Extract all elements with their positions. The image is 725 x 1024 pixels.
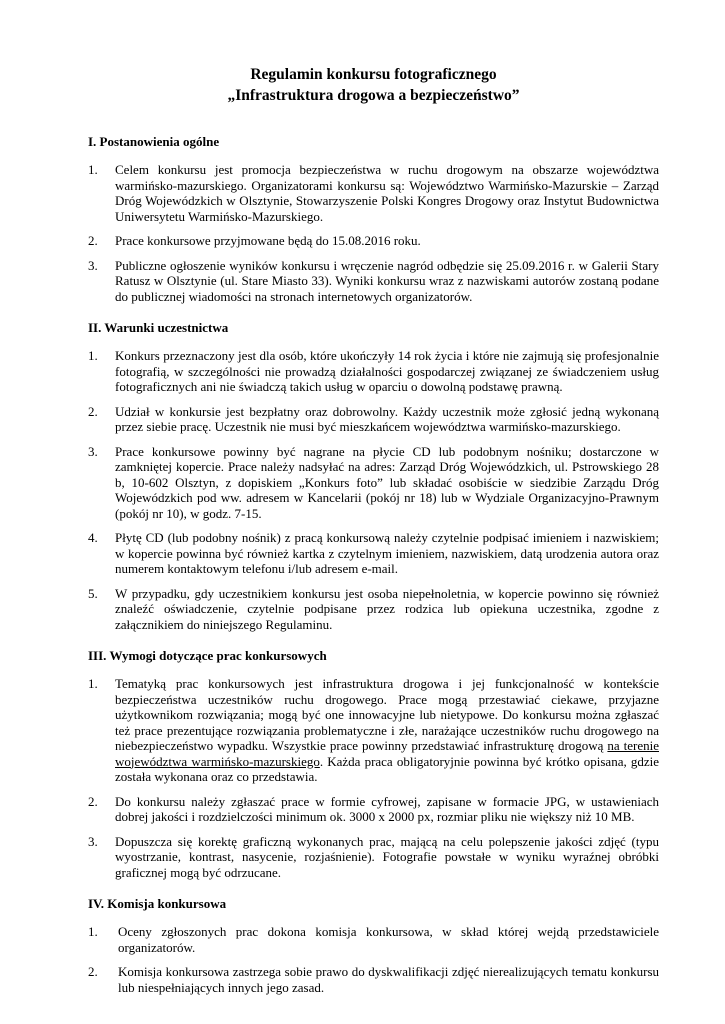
item-text: Tematyką prac konkursowych jest infrastruktura drogowa i jej funkcjonalność w kontekście bezpieczeństwa uczestników ruchu drogowego. Prace mogą przestawiać ciekawe, przyjazne użytkownikom rozwiązania; mogą być one innowacyjne lub nietypowe. Do konkursu można zgłaszać też prace prezentujące rozwiązania problematyczne i złe, narażające uczestników ruchu drogowego na niebezpieczeństwo wypadku. Wszystkie prace powinny przedstawiać infrastrukturę drogową [115,676,659,753]
section-heading: II. Warunki uczestnictwa [88,320,229,335]
list-item [88,348,659,395]
list-item [88,233,659,249]
item-number: 2. [88,403,98,419]
list-item [88,404,659,435]
item-number: 1. [88,162,98,177]
item-text: Konkurs przeznaczony jest dla osób, które ukończyły 14 rok życia i które nie zajmują się profesjonalnie fotografią, w szczególności nie prowadzą działalności gospodarczej związanej ze świadczeniem usług fotograficznych ani nie świadczą takich usług w oparciu o dowolną podstawę prawną. [115,348,659,394]
list-item [88,794,659,825]
title-line-1: Regulamin konkursu fotograficznego [250,66,497,83]
list-item [88,834,659,881]
title-line-2: „Infrastruktura drogowa a bezpieczeństwo” [227,87,520,104]
item-text: Dopuszcza się korektę graficzną wykonanych prac, mającą na celu polepszenie jakości zdjęć (typu wyostrzanie, kontrast, nasycenie, rozjaśnienie). Fotografie powstałe w wyniku wyraźnej obróbki graficznej mogą być odrzucane. [115,833,659,880]
item-text-continued: . Każda praca obligatoryjnie powinna być krótko opisana, gdzie została wykonana oraz co przedstawia. [115,753,659,784]
document-title [88,64,659,106]
section-list [88,162,659,304]
item-text: Płytę CD (lub podobny nośnik) z pracą konkursową należy czytelnie podpisać imieniem i nazwiskiem; w kopercie powinna być również kartka z czytelnym imieniem, nazwiskiem, datą urodzenia autora oraz numerem kontaktowym telefonu i/lub adresem e-mail. [115,530,659,576]
list-item [88,444,659,522]
list-item [88,258,659,305]
section-list [88,348,659,632]
item-number: 1. [88,924,98,939]
item-text: Prace konkursowe przyjmowane będą do 15.08.2016 roku. [115,233,421,248]
item-text: Do konkursu należy zgłaszać prace w formie cyfrowej, zapisane w formacie JPG, w ustawieniach dobrej jakości i rozdzielczości minimum ok. 3000 x 2000 px, rozmiar pliku nie większy niż 10 MB. [115,793,659,824]
item-number: 1. [88,348,98,363]
item-number: 2. [88,964,98,979]
item-number: 3. [88,443,98,459]
section-competition-committee [88,895,659,995]
item-number: 1. [88,676,98,691]
item-number: 3. [88,833,98,849]
item-text: Komisja konkursowa zastrzega sobie prawo do dyskwalifikacji zdjęć nierealizujących tematu konkursu lub niespełniających innych jego zasad. [118,964,659,995]
item-text: Oceny zgłoszonych prac dokona komisja konkursowa, w skład której wejdą przedstawiciele organizatorów. [118,924,659,955]
section-heading: I. Postanowienia ogólne [88,134,220,149]
section-participation-conditions [88,319,659,632]
item-text: Celem konkursu jest promocja bezpieczeństwa w ruchu drogowym na obszarze województwa warmińsko-mazurskiego. Organizatorami konkursu są: Województwo Warmińsko-Mazurskie – Zarząd Dróg Wojewódzkich w Olsztynie, Stowarzyszenie Polski Kongres Drogowy oraz Instytut Budownictwa Uniwersytetu Warmińsko-Mazurskiego. [115,162,659,224]
list-item [88,924,659,955]
list-item [88,586,659,633]
section-submission-requirements [88,647,659,880]
list-item [88,964,659,995]
section-list [88,924,659,995]
list-item [88,162,659,224]
item-number: 5. [88,585,98,601]
section-list [88,676,659,880]
list-item [88,530,659,577]
underlined-region-text: na terenie województwa warmińsko-mazurskiego [115,738,659,769]
item-text: Udział w konkursie jest bezpłatny oraz dobrowolny. Każdy uczestnik może zgłosić jedną wykonaną przez siebie pracę. Uczestnik nie musi być mieszkańcem województwa warmińsko-mazurskiego. [115,403,659,434]
item-text: W przypadku, gdy uczestnikiem konkursu jest osoba niepełnoletnia, w kopercie powinno się również znaleźć oświadczenie, czytelnie podpisane przez rodzica lub opiekuna uczestnika, zgodne z załącznikiem do niniejszego Regulaminu. [115,585,659,632]
section-heading: IV. Komisja konkursowa [88,896,227,911]
list-item [88,676,659,785]
item-number: 4. [88,530,98,545]
item-number: 2. [88,793,98,809]
item-text: Publiczne ogłoszenie wyników konkursu i wręczenie nagród odbędzie się 25.09.2016 r. w Galerii Stary Ratusz w Olsztynie (ul. Stare Miasto 33). Wyniki konkursu wraz z nazwiskami autorów zostaną podane do publicznej wiadomości na stronach internetowych organizatorów. [115,257,659,304]
item-number: 3. [88,257,98,273]
section-general-provisions [88,133,659,304]
item-number: 2. [88,233,98,248]
item-text: Prace konkursowe powinny być nagrane na płycie CD lub podobnym nośniku; dostarczone w zamkniętej kopercie. Prace należy nadsyłać na adres: Zarząd Dróg Wojewódzkich, ul. Pstrowskiego 28 b, 10-602 Olsztyn, z dopiskiem „Konkurs foto” lub składać osobiście w siedzibie Zarządu Dróg Wojewódzkich pod ww. adresem w Kancelarii (pokój nr 18) lub w Wydziale Organizacyjno-Prawnym (pokój nr 10), w godz. 7-15. [115,443,659,521]
section-heading: III. Wymogi dotyczące prac konkursowych [88,648,327,663]
